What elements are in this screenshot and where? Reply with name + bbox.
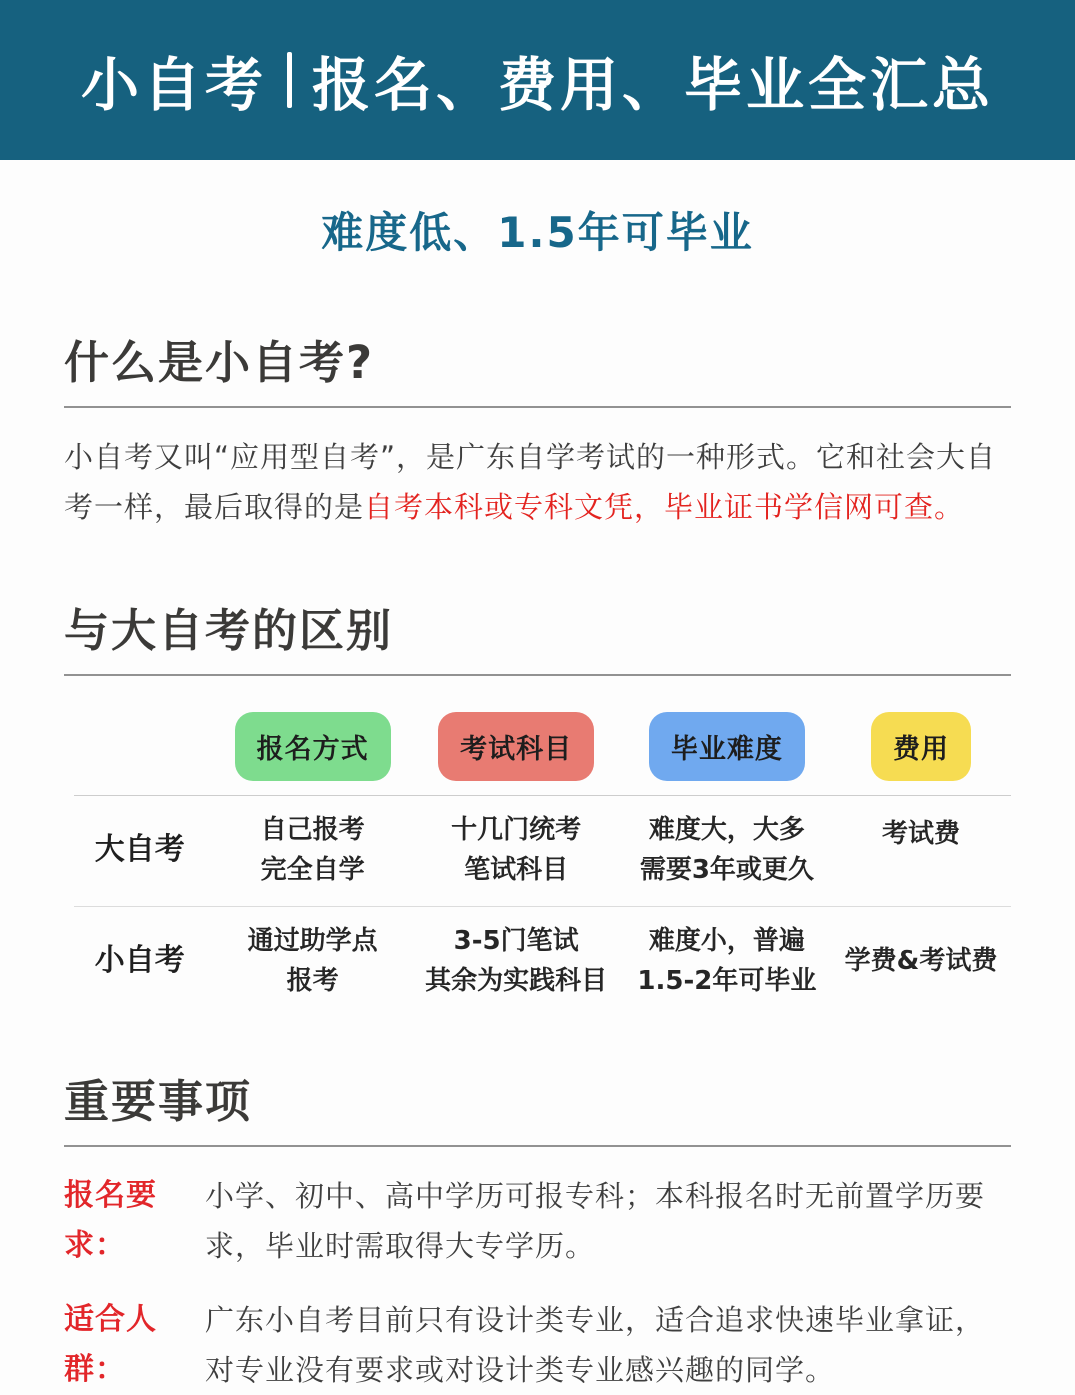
row-label-small-self-exam: 小自考	[94, 943, 185, 978]
cell-line: 学费&考试费	[844, 946, 998, 976]
cell-line: 其余为实践科目	[425, 966, 608, 996]
cell-line: 1.5-2年可毕业	[637, 966, 817, 996]
note-text: 小学、初中、高中学历可报专科；本科报名时无前置学历要求，毕业时需取得大专学历。	[205, 1179, 986, 1263]
banner-title	[81, 38, 994, 122]
row-label-big-self-exam: 大自考	[94, 832, 185, 867]
cell-line: 考试费	[881, 819, 960, 849]
table-row-big-self-exam	[64, 796, 1011, 906]
header-banner	[0, 0, 1075, 160]
cell-line: 难度大，大多	[648, 815, 805, 845]
title-divider-bar	[287, 52, 292, 108]
section-comparison	[64, 594, 1011, 1017]
cell-small-cost	[845, 941, 998, 981]
note-label: 报名要求：	[64, 1178, 157, 1263]
cell-line: 完全自学	[260, 855, 365, 885]
cell-line: 需要3年或更久	[639, 855, 814, 885]
intro-paragraph	[64, 432, 1011, 532]
intro-paragraph-highlight: 自考本科或专科文凭，毕业证书学信网可查。	[364, 490, 965, 524]
cell-line: 3-5门笔试	[453, 926, 579, 956]
cell-big-registration	[261, 810, 365, 890]
note-item-suitable-people	[64, 1295, 1011, 1395]
what-is-heading-rule	[64, 406, 1011, 408]
comparison-heading-rule	[64, 674, 1011, 676]
cell-big-cost	[882, 810, 960, 854]
what-is-heading: 什么是小自考?	[64, 336, 375, 389]
cell-line: 难度小，普遍	[648, 926, 805, 956]
notes-heading: 重要事项	[64, 1075, 253, 1128]
cell-line: 自己报考	[260, 815, 365, 845]
cell-line: 通过助学点	[247, 926, 378, 956]
cell-small-registration	[248, 921, 378, 1001]
cell-small-subjects	[425, 921, 607, 1001]
section-important-notes	[64, 1065, 1011, 1395]
banner-title-right: 报名、费用、毕业全汇总	[312, 51, 995, 119]
notes-heading-rule	[64, 1145, 1011, 1147]
table-row-small-self-exam	[64, 907, 1011, 1017]
pill-registration-method: 报名方式	[235, 712, 391, 781]
cell-line: 十几门统考	[451, 815, 582, 845]
cell-line: 笔试科目	[464, 855, 569, 885]
section-what-is	[64, 326, 1011, 532]
cell-line: 报考	[286, 966, 339, 996]
pill-exam-subjects: 考试科目	[438, 712, 594, 781]
comparison-heading: 与大自考的区别	[64, 604, 394, 657]
note-item-registration-requirements	[64, 1171, 1011, 1271]
note-text: 广东小自考目前只有设计类专业，适合追求快速毕业拿证，对专业没有要求或对设计类专业感兴趣的同学。	[205, 1303, 986, 1387]
comparison-header-row	[64, 712, 1011, 781]
cell-small-difficulty	[637, 921, 816, 1001]
cell-big-subjects	[451, 810, 581, 890]
note-label: 适合人群：	[64, 1302, 157, 1387]
pill-graduation-difficulty: 毕业难度	[649, 712, 805, 781]
cell-big-difficulty	[640, 810, 814, 890]
page-subtitle: 难度低、1.5年可毕业	[321, 208, 754, 257]
intro-paragraph-normal: 小自考又叫“应用型自考”，是广东自学考试的一种形式。它和社会大自考一样，最后取得的是	[64, 440, 997, 524]
page-content	[0, 326, 1075, 1395]
banner-title-left: 小自考	[80, 51, 267, 119]
pill-cost: 费用	[871, 712, 971, 781]
